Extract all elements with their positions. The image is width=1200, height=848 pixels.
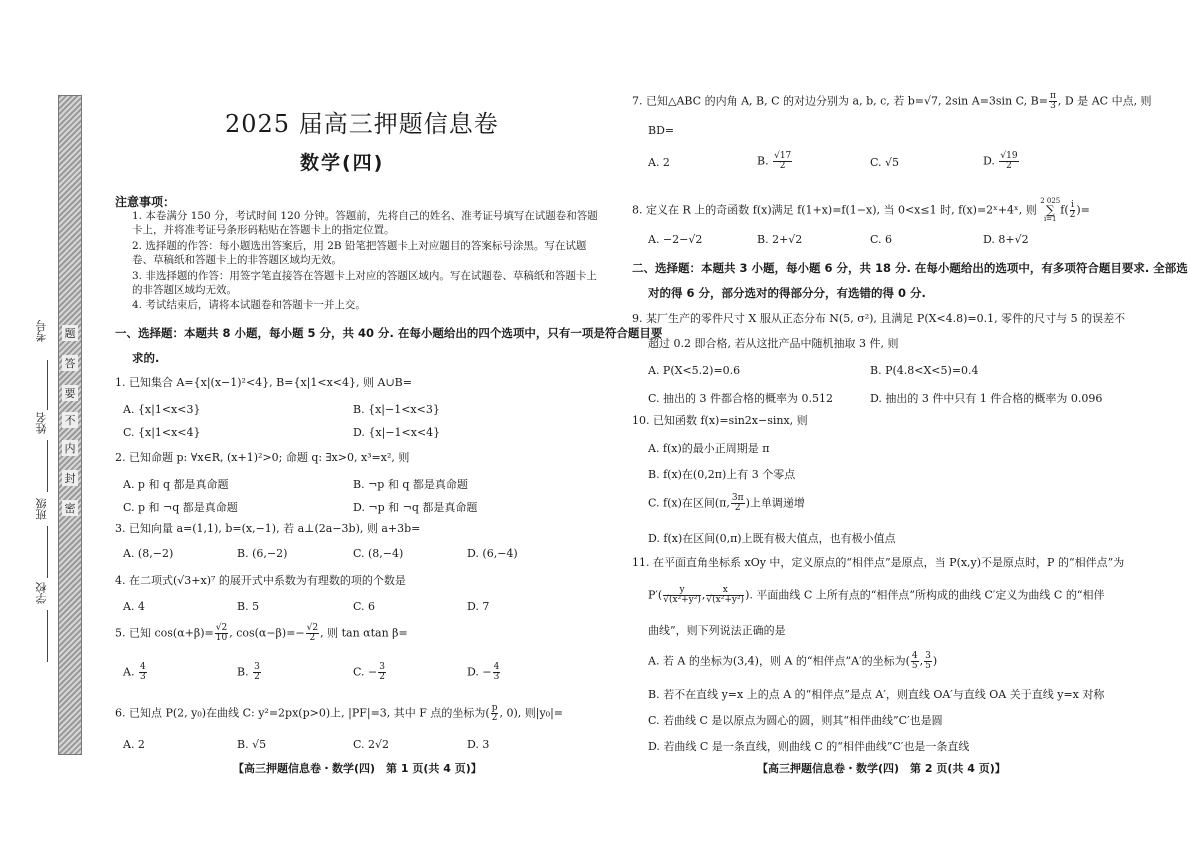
question-stem: 6. 已知点 P(2, y₀)在曲线 C: y²=2px(p>0)上, |PF|=3, 其中 F 点的坐标为( $\frac{p}{2}$ , 0), 则|y₀|= xyxy=(115,703,563,723)
seal-char: 内 xyxy=(62,440,78,456)
note-item: 3. 非选择题的作答：用签字笔直接答在答题卡上对应的答题区域内。写在试题卷、草稿纸和答题卡上的非答题区域均无效。 xyxy=(132,270,597,296)
option-c: C. 若曲线 C 是以原点为圆心的圆，则其“相伴曲线”C′也是圆 xyxy=(648,714,943,727)
question-stem: 10. 已知函数 f(x)=sin2x−sinx, 则 xyxy=(632,414,808,427)
note-item: 4. 考试结束后，请将本试题卷和答题卡一并上交。 xyxy=(132,299,366,311)
option-c: C. (8,−4) xyxy=(353,547,404,560)
seal-char: 答 xyxy=(62,355,78,371)
option-a: A. P(X<5.2)=0.6 xyxy=(648,364,741,377)
question-stem: 2. 已知命题 p: ∀x∈R, (x+1)²>0; 命题 q: ∃x>0, x³=x², 则 xyxy=(115,451,410,464)
option-b: B. $\frac{√17}{2}$ xyxy=(757,151,792,171)
question-stem-cont: BD= xyxy=(648,124,675,137)
question-stem: 9. 某厂生产的零件尺寸 X 服从正态分布 N(5, σ²), 且满足 P(X<4.8)=0.1, 零件的尺寸与 5 的误差不 xyxy=(632,312,1126,325)
option-b: B. 若不在直线 y=x 上的点 A 的“相伴点”是点 A′，则直线 OA′与直线 OA 关于直线 y=x 对称 xyxy=(648,688,1105,701)
option-b: B. 2+√2 xyxy=(757,233,803,246)
option-b: B. 5 xyxy=(237,600,260,613)
option-d: D. 8+√2 xyxy=(983,233,1029,246)
question-stem-cont: 曲线”，则下列说法正确的是 xyxy=(648,624,786,637)
option-a: A. 2 xyxy=(648,156,670,169)
option-c: C. √5 xyxy=(870,156,900,169)
option-a: A. 若 A 的坐标为(3,4)，则 A 的“相伴点”A′的坐标为( $\frac{4}{5}$ , $\frac{3}{5}$ ) xyxy=(648,651,938,671)
section-heading: 一、选择题：本题共 8 小题，每小题 5 分，共 40 分. 在每小题给出的四个选项中，只有一项是符合题目要 xyxy=(115,326,663,340)
question-stem: 5. 已知 cos(α+β)= $\frac{√2}{10}$ , cos(α−β)=− $\frac{√2}{2}$ , 则 tan αtan β= xyxy=(115,623,408,643)
option-d: D. ¬p 和 ¬q 都是真命题 xyxy=(353,501,478,514)
option-a: A. {x|1<x<3} xyxy=(123,403,201,416)
option-d: D. 抽出的 3 件中只有 1 件合格的概率为 0.096 xyxy=(870,392,1103,405)
option-c: C. 6 xyxy=(353,600,376,613)
note-item: 1. 本卷满分 150 分，考试时间 120 分钟。答题前，先将自己的姓名、准考证号填写在试题卷和答题卡上，并将准考证号条形码粘贴在答题卡上的指定位置。 xyxy=(132,210,598,236)
seal-char: 密 xyxy=(62,500,78,516)
question-stem-cont: 超过 0.2 即合格, 若从这批产品中随机抽取 3 件, 则 xyxy=(648,337,899,350)
option-c: C. 抽出的 3 件都合格的概率为 0.512 xyxy=(648,392,833,405)
field-line xyxy=(47,440,48,492)
notes-heading: 注意事项： xyxy=(115,195,176,209)
note-item: 2. 选择题的作答：每小题选出答案后，用 2B 铅笔把答题卡上对应题目的答案标号涂黑。写在试题卷、草稿纸和答题卡上的非答题区域均无效。 xyxy=(132,240,587,266)
option-a: A. f(x)的最小正周期是 π xyxy=(648,442,770,455)
page-footer: 【高三押题信息卷・数学(四) 第 1 页(共 4 页)】 xyxy=(233,762,482,775)
option-b: B. (6,−2) xyxy=(237,547,288,560)
option-c: C. 2√2 xyxy=(353,738,390,751)
field-name: 姓名 xyxy=(35,412,48,434)
option-d: D. f(x)在区间(0,π)上既有极大值点，也有极小值点 xyxy=(648,532,896,545)
option-a: A. $\frac{4}{3}$ xyxy=(123,662,146,682)
option-b: B. $\frac{3}{2}$ xyxy=(237,662,260,682)
field-school: 学校 xyxy=(35,582,48,604)
question-stem: 11. 在平面直角坐标系 xOy 中，定义原点的“相伴点”是原点，当 P(x,y)不是原点时，P 的“相伴点”为 xyxy=(632,556,1125,569)
seal-char: 封 xyxy=(62,470,78,486)
field-line xyxy=(47,610,48,662)
section-heading-cont: 求的. xyxy=(132,351,160,365)
question-stem: 3. 已知向量 a=(1,1), b=(x,−1), 若 a⊥(2a−3b), 则 a+3b= xyxy=(115,522,421,535)
seal-char: 不 xyxy=(62,412,78,428)
question-stem: 4. 在二项式(√3+x)⁷ 的展开式中系数为有理数的项的个数是 xyxy=(115,574,406,587)
field-exam-id: 考号 xyxy=(35,320,48,342)
option-c: C. p 和 ¬q 都是真命题 xyxy=(123,501,238,514)
page-footer: 【高三押题信息卷・数学(四) 第 2 页(共 4 页)】 xyxy=(757,762,1006,775)
option-c: C. − $\frac{3}{2}$ xyxy=(353,662,385,682)
option-a: A. 4 xyxy=(123,600,145,613)
option-b: B. P(4.8<X<5)=0.4 xyxy=(870,364,979,377)
section-heading: 二、选择题：本题共 3 小题，每小题 6 分，共 18 分. 在每小题给出的选项中，有多项符合题目要求. 全部选 xyxy=(632,261,1188,275)
option-a: A. p 和 q 都是真命题 xyxy=(123,478,229,491)
option-d: D. {x|−1<x<4} xyxy=(353,426,441,439)
question-stem-cont: P′( $\frac{y}{\text{√(x²+y²)}}$ , $\frac{x}{\text{√(x²+y²)}}$ ). 平面曲线 C 上所有点的“相伴点”所构成的曲线 C′定义为曲线 C 的“相伴 xyxy=(648,585,1105,605)
field-line xyxy=(47,360,48,410)
option-d: D. 若曲线 C 是一条直线，则曲线 C 的“相伴曲线”C′也是一条直线 xyxy=(648,740,970,753)
seal-char: 要 xyxy=(62,385,78,401)
option-d: D. 3 xyxy=(467,738,490,751)
section-heading-cont: 对的得 6 分，部分选对的得部分分，有选错的得 0 分. xyxy=(648,286,926,300)
option-b: B. {x|−1<x<3} xyxy=(353,403,440,416)
option-d: D. (6,−4) xyxy=(467,547,518,560)
option-a: A. (8,−2) xyxy=(123,547,174,560)
question-stem: 7. 已知△ABC 的内角 A, B, C 的对边分别为 a, b, c, 若 b=√7, 2sin A=3sin C, B= $\frac{\pi}{3}$ , D 是 AC 中点, 则 xyxy=(632,91,1152,111)
option-b: B. √5 xyxy=(237,738,267,751)
option-d: D. $\frac{√19}{2}$ xyxy=(983,151,1018,171)
question-stem: 8. 定义在 R 上的奇函数 f(x)满足 f(1+x)=f(1−x), 当 0<x≤1 时, f(x)=2ˣ+4ˣ, 则 2 025 ∑ i=1 f( $\frac{i}{2}$ )= xyxy=(632,197,1090,223)
option-d: D. − $\frac{4}{3}$ xyxy=(467,662,500,682)
question-stem: 1. 已知集合 A={x|(x−1)²<4}, B={x|1<x<4}, 则 A∪B= xyxy=(115,376,412,389)
field-class: 班级 xyxy=(35,498,48,520)
option-a: A. 2 xyxy=(123,738,145,751)
seal-char: 题 xyxy=(62,325,78,341)
field-line xyxy=(47,526,48,578)
option-b: B. f(x)在(0,2π)上有 3 个零点 xyxy=(648,468,796,481)
option-a: A. −2−√2 xyxy=(648,233,703,246)
option-b: B. ¬p 和 q 都是真命题 xyxy=(353,478,468,491)
option-d: D. 7 xyxy=(467,600,490,613)
option-c: C. 6 xyxy=(870,233,893,246)
option-c: C. {x|1<x<4} xyxy=(123,426,201,439)
option-c: C. f(x)在区间(π, $\frac{3\pi}{2}$ )上单调递增 xyxy=(648,493,805,513)
page-subtitle: 数学(四) xyxy=(300,152,385,174)
page-title: 2025 届高三押题信息卷 xyxy=(225,110,499,138)
